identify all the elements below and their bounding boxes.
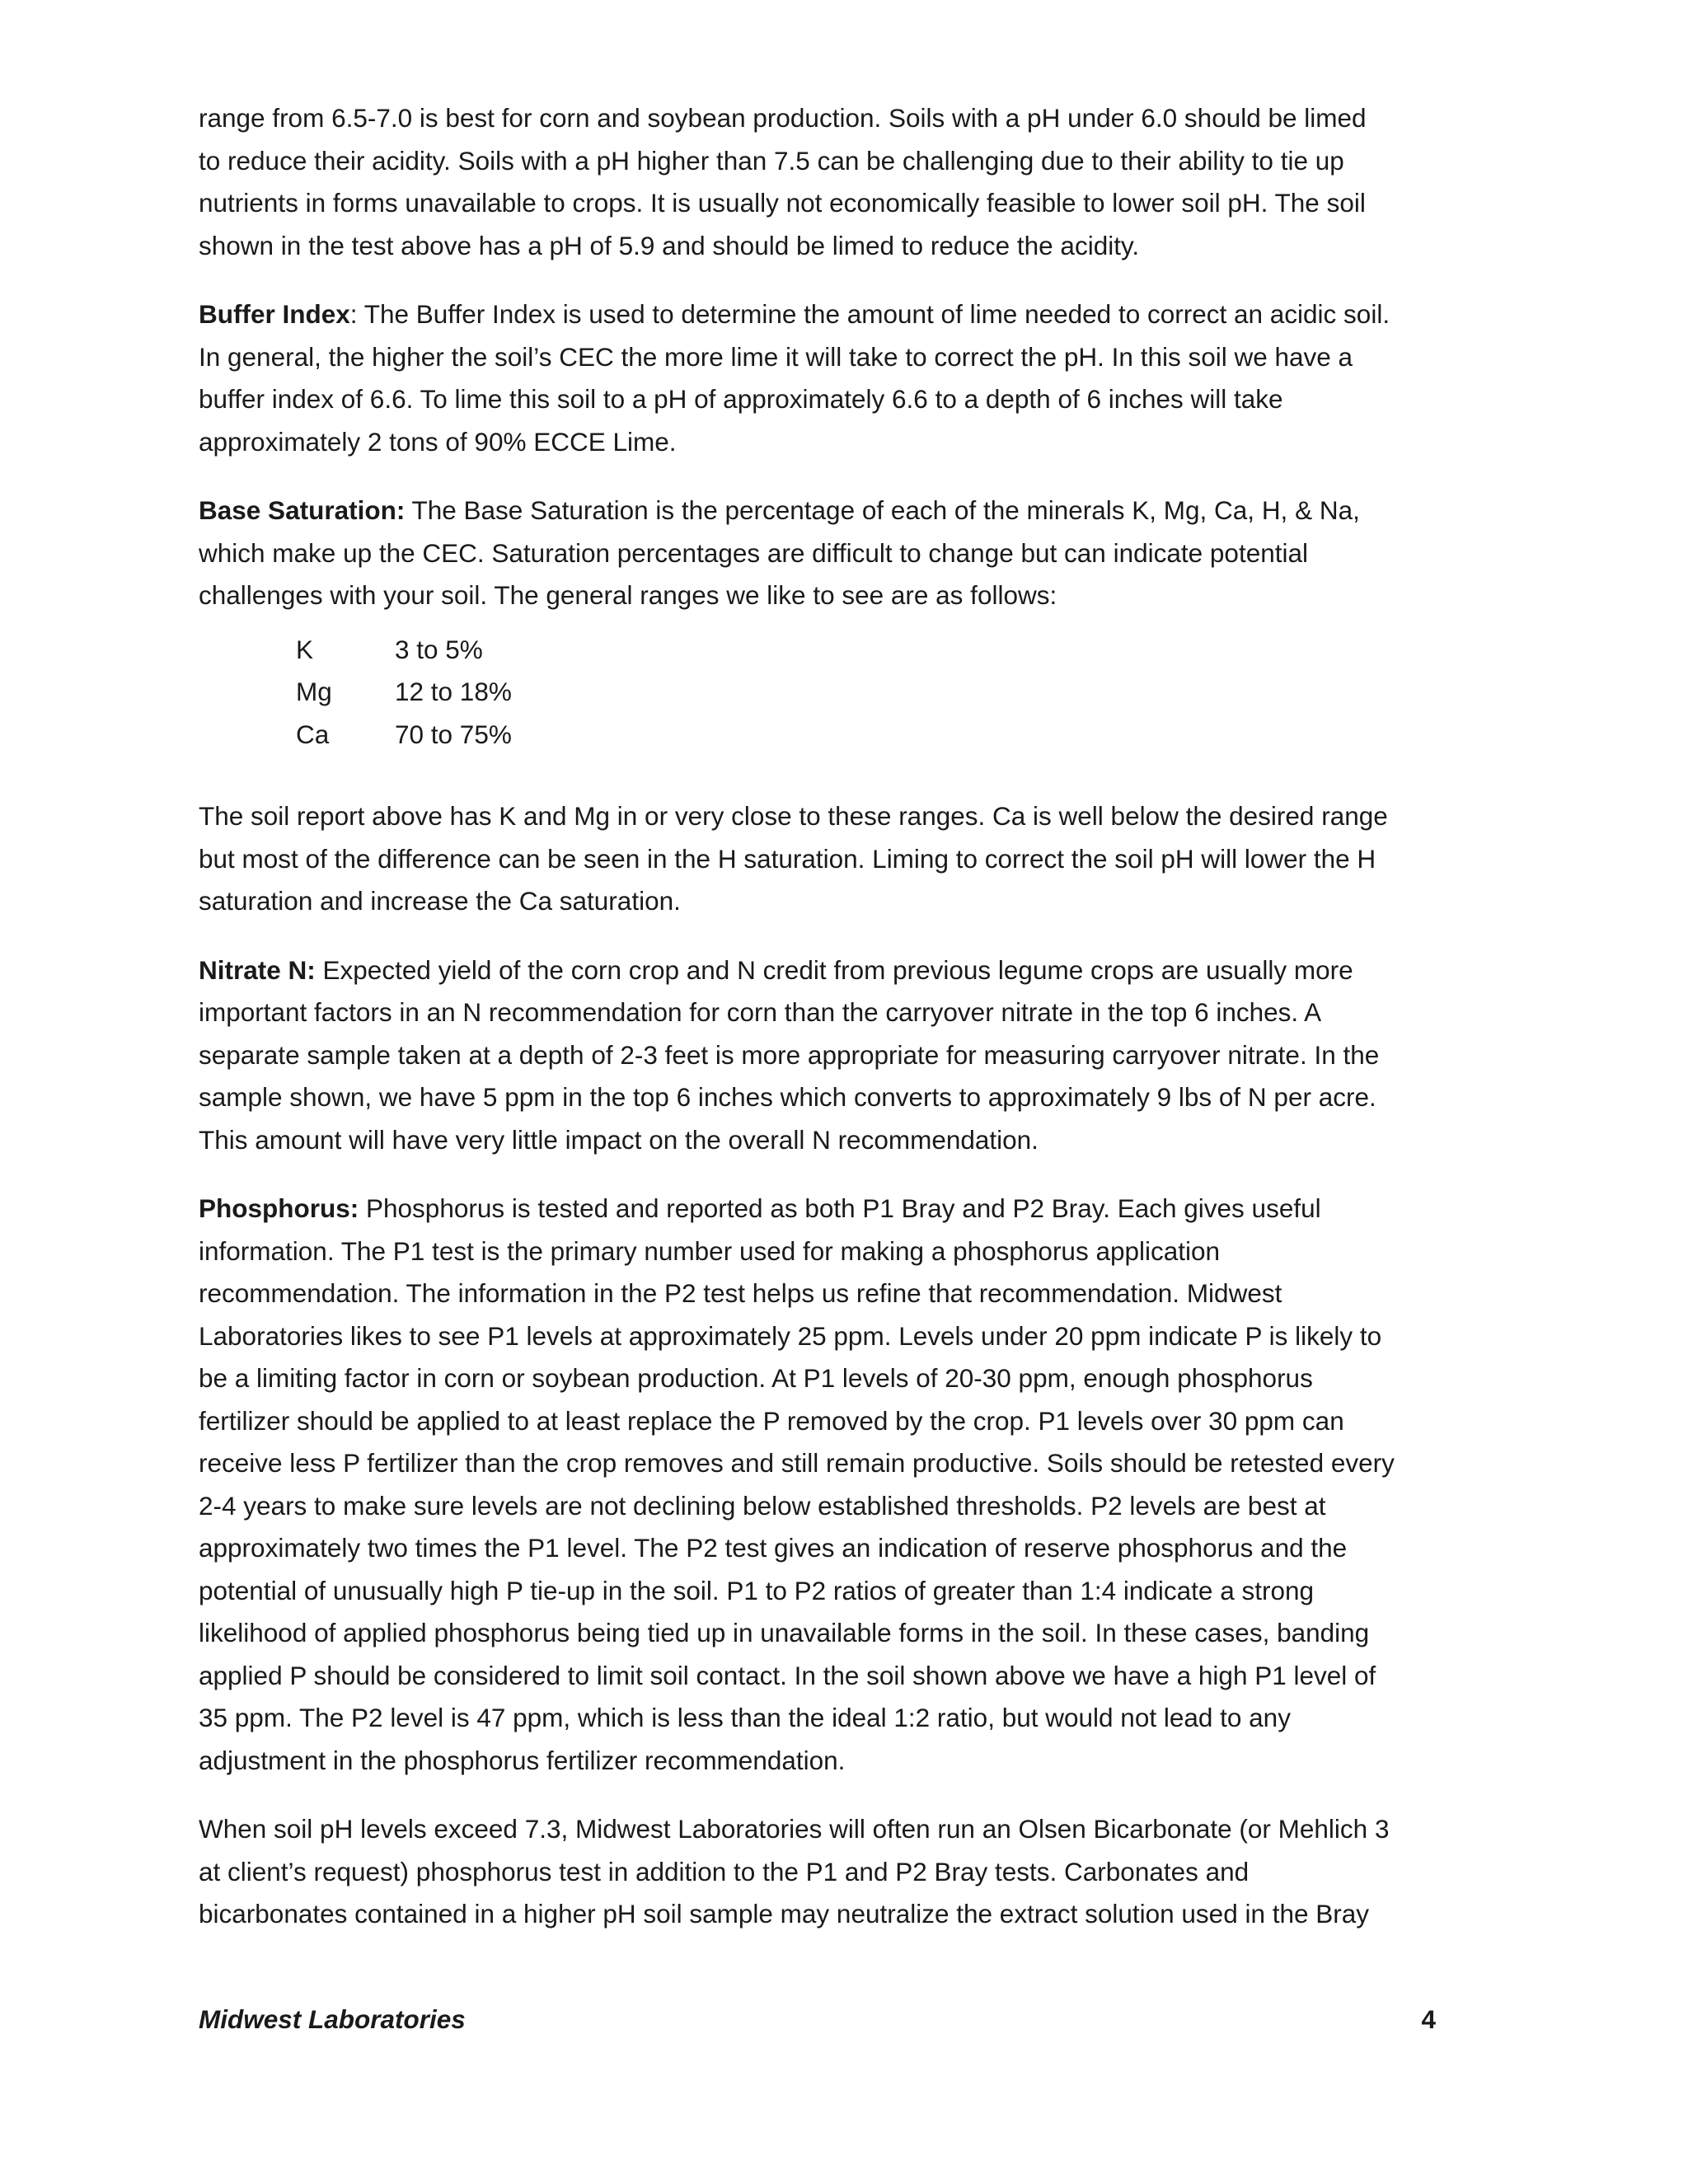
text-line: The soil report above has K and Mg in or very close to these ranges. Ca is well below the desired range [199, 801, 1388, 831]
text-line: range from 6.5-7.0 is best for corn and soybean production. Soils with a pH under 6.0 should be limed [199, 103, 1367, 133]
ph-paragraph [199, 97, 1497, 267]
range-value: 3 to 5% [395, 634, 483, 664]
text-line: approximately two times the P1 level. The P2 test gives an indication of reserve phosphorus and the [199, 1533, 1348, 1563]
text-line: recommendation. The information in the P2 test helps us refine that recommendation. Midwest [199, 1278, 1282, 1308]
text-line: buffer index of 6.6. To lime this soil to a pH of approximately 6.6 to a depth of 6 inches will take [199, 384, 1283, 414]
text-line: at client’s request) phosphorus test in addition to the P1 and P2 Bray tests. Carbonates and [199, 1856, 1250, 1886]
text-line: bicarbonates contained in a higher pH soil sample may neutralize the extract solution used in the Bray [199, 1899, 1370, 1929]
text-line: information. The P1 test is the primary number used for making a phosphorus application [199, 1235, 1221, 1266]
page-number: 4 [1421, 2004, 1436, 2034]
soil-report-paragraph [199, 795, 1497, 923]
text-line: fertilizer should be applied to at least replace the P removed by the crop. P1 levels over 30 ppm can [199, 1405, 1344, 1436]
text-line: to reduce their acidity. Soils with a pH higher than 7.5 can be challenging due to their ability to tie up [199, 145, 1344, 176]
saturation-ranges-list [296, 629, 1497, 757]
nitrate-paragraph [199, 949, 1497, 1162]
olsen-paragraph [199, 1808, 1497, 1936]
base-saturation-paragraph [199, 490, 1497, 617]
text-line: saturation and increase the Ca saturation. [199, 886, 681, 916]
buffer-index-paragraph [199, 293, 1497, 463]
text-line: applied P should be considered to limit soil contact. In the soil shown above we have a high P1 level of [199, 1660, 1376, 1690]
text-line: challenges with your soil. The general ranges we like to see are as follows: [199, 580, 1057, 610]
list-item [296, 671, 1497, 714]
page-footer [199, 2004, 1436, 2035]
text-line: but most of the difference can be seen in the H saturation. Liming to correct the soil pH will lower the H [199, 843, 1376, 874]
list-item [296, 629, 1497, 672]
text-line: important factors in an N recommendation for corn than the carryover nitrate in the top 6 inches. A [199, 997, 1322, 1027]
text-line: separate sample taken at a depth of 2-3 feet is more appropriate for measuring carryover nitrate. In the [199, 1039, 1380, 1070]
text-line: Laboratories likes to see P1 levels at approximately 25 ppm. Levels under 20 ppm indicate P is likely to [199, 1320, 1382, 1351]
text-line: Expected yield of the corn crop and N credit from previous legume crops are usually more [315, 954, 1353, 985]
text-line: likelihood of applied phosphorus being tied up in unavailable forms in the soil. In these cases, banding [199, 1618, 1370, 1647]
document-page [199, 97, 1497, 1962]
text-line: receive less P fertilizer than the crop removes and still remain productive. Soils should be retested every [199, 1448, 1395, 1478]
text-line: shown in the test above has a pH of 5.9 and should be limed to reduce the acidity. [199, 230, 1140, 260]
text-line: In general, the higher the soil’s CEC the more lime it will take to correct the pH. In this soil we have a [199, 341, 1353, 372]
range-element: Ca [296, 719, 330, 749]
phosphorus-heading: Phosphorus: [199, 1193, 359, 1223]
text-line: This amount will have very little impact on the overall N recommendation. [199, 1124, 1039, 1155]
text-line: be a limiting factor in corn or soybean production. At P1 levels of 20-30 ppm, enough phosphorus [199, 1363, 1313, 1393]
text-line: potential of unusually high P tie-up in the soil. P1 to P2 ratios of greater than 1:4 indicate a strong [199, 1575, 1315, 1605]
range-value: 12 to 18% [395, 677, 512, 706]
text-line: sample shown, we have 5 ppm in the top 6 inches which converts to approximately 9 lbs of N per acre. [199, 1082, 1376, 1112]
range-element: Mg [296, 677, 332, 706]
list-item [296, 714, 1497, 757]
phosphorus-paragraph [199, 1188, 1497, 1782]
text-line: which make up the CEC. Saturation percentages are difficult to change but can indicate potential [199, 537, 1308, 568]
text-line: Phosphorus is tested and reported as both P1 Bray and P2 Bray. Each gives useful [359, 1193, 1321, 1223]
text-line: approximately 2 tons of 90% ECCE Lime. [199, 426, 677, 457]
footer-company: Midwest Laboratories [199, 2004, 466, 2034]
text-line: The Base Saturation is the percentage of each of the minerals K, Mg, Ca, H, & Na, [405, 495, 1360, 525]
range-element: K [296, 634, 314, 664]
buffer-index-heading: Buffer Index [199, 299, 350, 329]
text-line: When soil pH levels exceed 7.3, Midwest Laboratories will often run an Olsen Bicarbonate (or Mehlich 3 [199, 1814, 1390, 1844]
range-value: 70 to 75% [395, 719, 512, 749]
text-line: nutrients in forms unavailable to crops. It is usually not economically feasible to lower soil pH. The soil [199, 188, 1366, 218]
text-line: adjustment in the phosphorus fertilizer recommendation. [199, 1745, 846, 1775]
text-line: 35 ppm. The P2 level is 47 ppm, which is less than the ideal 1:2 ratio, but would not lead to any [199, 1703, 1291, 1732]
text-line: 2-4 years to make sure levels are not declining below established thresholds. P2 levels are best at [199, 1490, 1326, 1521]
base-saturation-heading: Base Saturation: [199, 495, 406, 525]
text-line: : The Buffer Index is used to determine the amount of lime needed to correct an acidic soil. [349, 299, 1390, 329]
nitrate-heading: Nitrate N: [199, 954, 316, 985]
